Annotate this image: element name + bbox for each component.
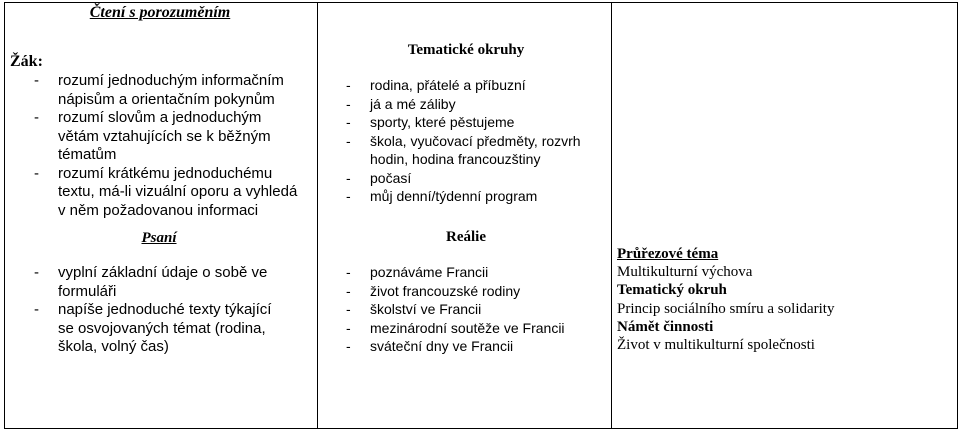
list-item: - rozumí slovům a jednoduchým větám vztahujících se k běžným tématům [34, 109, 302, 165]
list-item: - rodina, přátelé a příbuzní [346, 76, 608, 95]
topics-section [346, 40, 606, 206]
cross-curricular-theme: Multikulturní výchova [617, 264, 753, 281]
list-item: - počasí [346, 169, 608, 188]
student-label: Žák: [10, 53, 43, 70]
realia-list [346, 263, 606, 356]
reading-outcomes-list [34, 72, 302, 220]
thematic-area-label: Tematický okruh [617, 282, 727, 299]
realia-section [346, 227, 606, 356]
list-item: - můj denní/týdenní program [346, 187, 608, 206]
list-item: - školství ve Francii [346, 300, 606, 319]
cross-curricular-section [617, 245, 955, 354]
realia-heading: Reálie [446, 229, 486, 245]
writing-section [34, 228, 294, 357]
activity-value: Život v multikulturní společnosti [617, 337, 815, 354]
column-divider [611, 3, 612, 428]
list-item: - vyplní základní údaje o sobě ve formuláři [34, 264, 284, 301]
activity-label: Námět činnosti [617, 318, 714, 335]
topics-list [346, 76, 608, 206]
column-divider [317, 3, 318, 428]
list-item: - rozumí krátkému jednoduchému textu, má-li vizuální oporu a vyhledá v něm požadovanou informaci [34, 165, 302, 221]
list-item: - napíše jednoduché texty týkající se osvojovaných témat (rodina, škola, volný čas) [34, 301, 284, 357]
list-item: - sváteční dny ve Francii [346, 337, 606, 356]
list-item: - mezinárodní soutěže ve Francii [346, 319, 606, 338]
thematic-area-value: Princip sociálního smíru a solidarity [617, 300, 835, 317]
reading-section [10, 4, 312, 220]
topics-heading: Tematické okruhy [407, 42, 525, 58]
writing-heading: Psaní [141, 230, 177, 246]
list-item: - škola, vyučovací předměty, rozvrh hodin, hodina francouzštiny [346, 132, 608, 169]
list-item: - život francouzské rodiny [346, 282, 606, 301]
list-item: - rozumí jednoduchým informačním nápisům a orientačním pokynům [34, 72, 302, 109]
reading-title: Čtení s porozuměním [89, 4, 231, 21]
list-item: - sporty, které pěstujeme [346, 113, 608, 132]
cross-curricular-heading: Průřezové téma [617, 246, 719, 262]
writing-outcomes-list [34, 264, 284, 357]
list-item: - já a mé záliby [346, 95, 608, 114]
list-item: - poznáváme Francii [346, 263, 606, 282]
